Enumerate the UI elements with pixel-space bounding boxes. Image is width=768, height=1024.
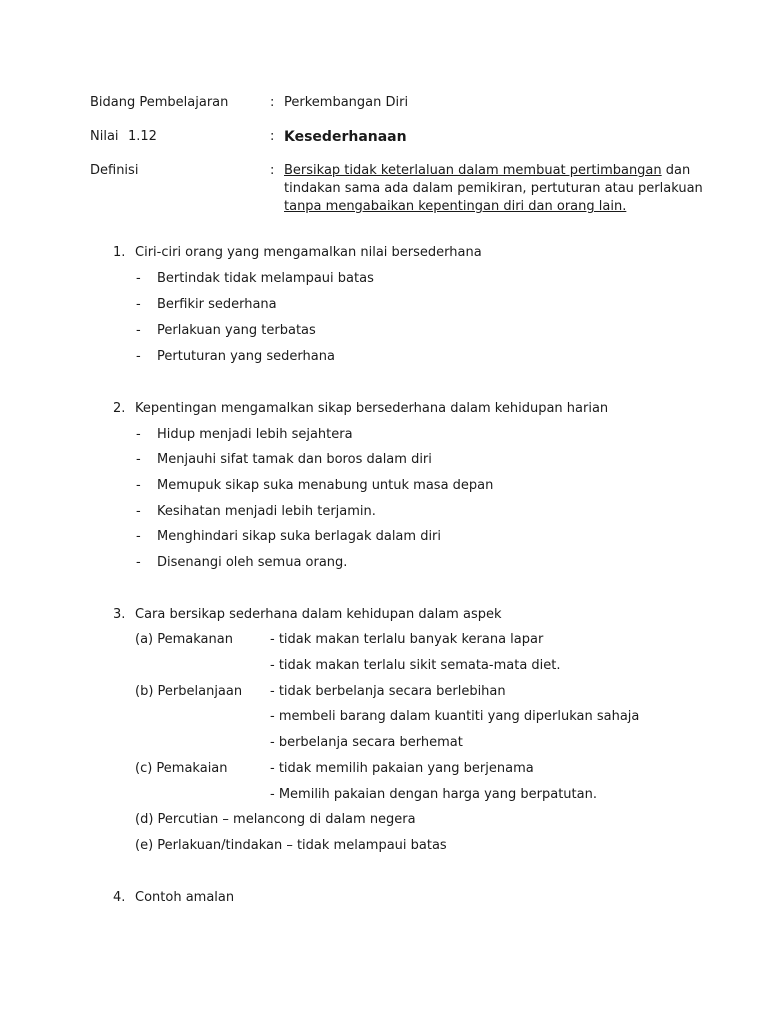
section-title: Contoh amalan: [135, 890, 235, 905]
list-item: Menjauhi sifat tamak dan boros dalam diri: [157, 452, 432, 467]
bullet-dash: -: [136, 271, 141, 286]
bullet-dash: -: [136, 504, 141, 519]
section-number: 2.: [113, 401, 126, 416]
bullet-dash: -: [136, 349, 141, 364]
aspect-point: - membeli barang dalam kuantiti yang diperlukan sahaja: [270, 709, 640, 724]
nilai-label: Nilai: [90, 129, 119, 144]
bidang-value: Perkembangan Diri: [284, 95, 409, 110]
list-item: Kesihatan menjadi lebih terjamin.: [157, 504, 376, 519]
aspect-point: - tidak makan terlalu sikit semata-mata diet.: [270, 658, 561, 673]
nilai-value: Kesederhanaan: [284, 129, 407, 145]
definisi-underlined-text: Bersikap tidak keterlaluan dalam membuat pertimbangan: [284, 163, 662, 178]
section-title: Kepentingan mengamalkan sikap bersederhana dalam kehidupan harian: [135, 401, 609, 416]
list-item: Disenangi oleh semua orang.: [157, 555, 348, 570]
aspect-point: - tidak makan terlalu banyak kerana lapar: [270, 632, 544, 647]
aspect-label: (a) Pemakanan: [135, 632, 233, 647]
colon: :: [270, 129, 275, 144]
list-item: Memupuk sikap suka menabung untuk masa depan: [157, 478, 494, 493]
bullet-dash: -: [136, 478, 141, 493]
aspect-point: - berbelanja secara berhemat: [270, 735, 463, 750]
section-title: Cara bersikap sederhana dalam kehidupan dalam aspek: [135, 607, 502, 622]
list-item: Menghindari sikap suka berlagak dalam diri: [157, 529, 442, 544]
colon: :: [270, 163, 275, 178]
definisi-line-3: tanpa mengabaikan kepentingan diri dan orang lain.: [284, 199, 627, 214]
aspect-label: (c) Pemakaian: [135, 761, 228, 776]
aspect-point: - tidak berbelanja secara berlebihan: [270, 684, 506, 699]
definisi-rest-text: dan: [665, 163, 691, 178]
aspect-point: - tidak memilih pakaian yang berjenama: [270, 761, 534, 776]
section-number: 4.: [113, 890, 126, 905]
section-number: 3.: [113, 607, 126, 622]
aspect-point: - Memilih pakaian dengan harga yang berpatutan.: [270, 787, 597, 802]
bullet-dash: -: [136, 297, 141, 312]
bullet-dash: -: [136, 427, 141, 442]
list-item: Berfikir sederhana: [157, 297, 277, 312]
bidang-label: Bidang Pembelajaran: [90, 95, 229, 110]
list-item: Hidup menjadi lebih sejahtera: [157, 427, 353, 442]
aspect-label: (b) Perbelanjaan: [135, 684, 243, 699]
aspect-line: (e) Perlakuan/tindakan – tidak melampaui batas: [135, 838, 447, 853]
definisi-label: Definisi: [90, 163, 139, 178]
definisi-line-2: tindakan sama ada dalam pemikiran, pertuturan atau perlakuan: [284, 181, 703, 196]
bullet-dash: -: [136, 452, 141, 467]
aspect-line: (d) Percutian – melancong di dalam negera: [135, 812, 416, 827]
colon: :: [270, 95, 275, 110]
list-item: Bertindak tidak melampaui batas: [157, 271, 374, 286]
section-number: 1.: [113, 245, 126, 260]
bullet-dash: -: [136, 323, 141, 338]
list-item: Perlakuan yang terbatas: [157, 323, 316, 338]
definisi-line-1: [284, 163, 690, 179]
list-item: Pertuturan yang sederhana: [157, 349, 335, 364]
section-title: Ciri-ciri orang yang mengamalkan nilai bersederhana: [135, 245, 482, 260]
bullet-dash: -: [136, 529, 141, 544]
nilai-number: 1.12: [128, 129, 157, 144]
bullet-dash: -: [136, 555, 141, 570]
